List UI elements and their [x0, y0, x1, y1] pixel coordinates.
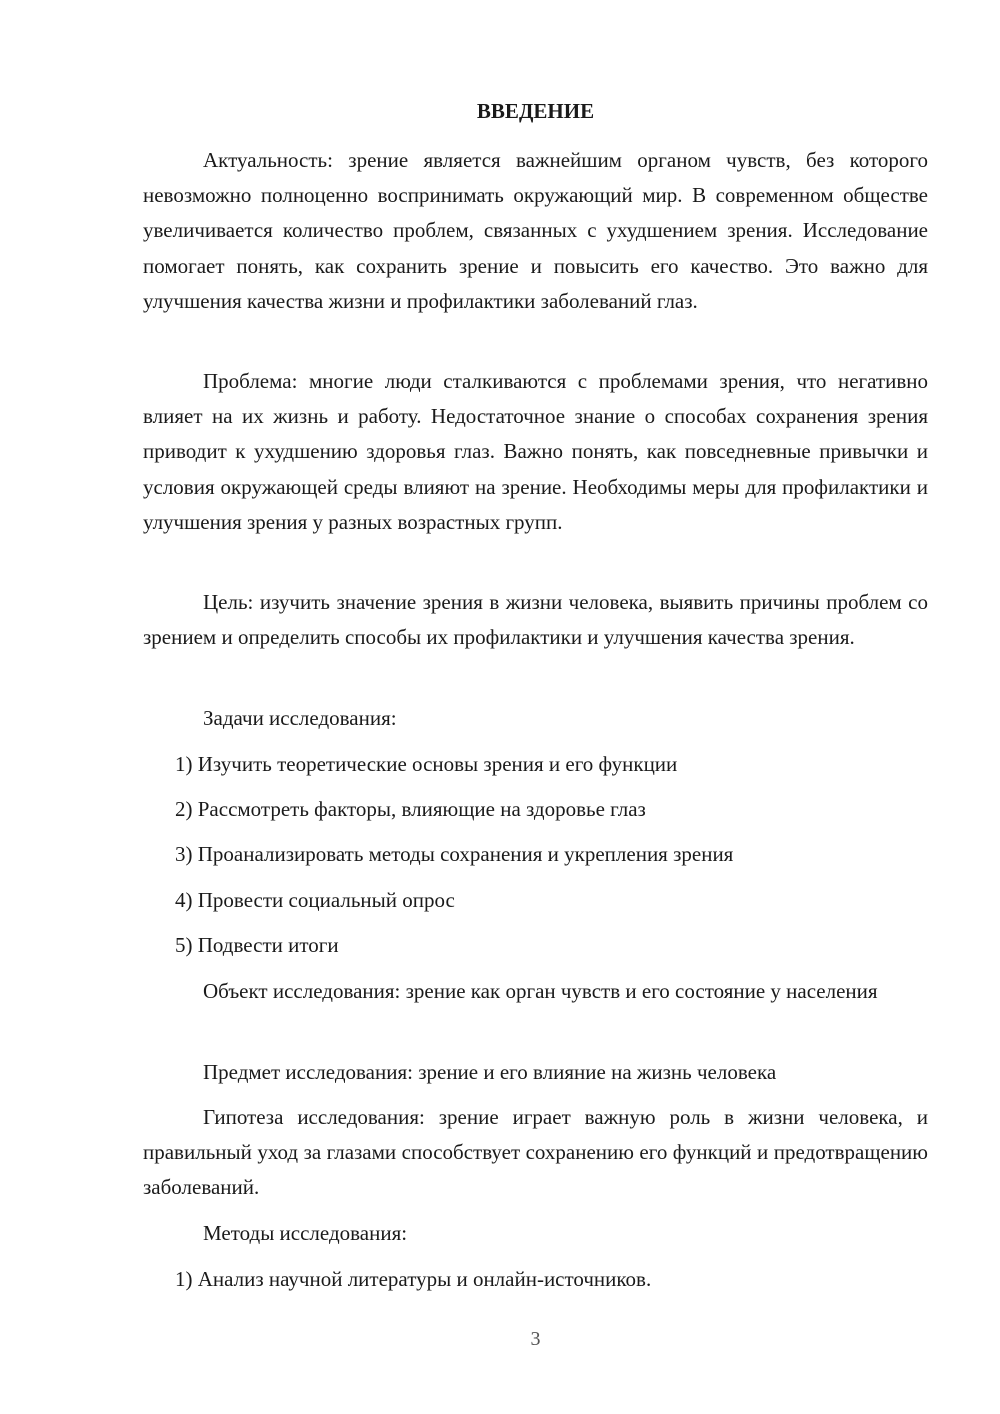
paragraph-object: Объект исследования: зрение как орган чувств и его состояние у населения	[203, 979, 878, 1003]
task-item-4: 4) Провести социальный опрос	[175, 888, 455, 912]
task-item-1: 1) Изучить теоретические основы зрения и его функции	[175, 752, 678, 776]
paragraph-subject: Предмет исследования: зрение и его влияние на жизнь человека	[203, 1060, 777, 1084]
methods-title: Методы исследования:	[203, 1221, 408, 1245]
tasks-title: Задачи исследования:	[203, 706, 397, 730]
document-page	[143, 0, 928, 1414]
page-number: 3	[530, 1328, 541, 1350]
task-item-3: 3) Проанализировать методы сохранения и укрепления зрения	[175, 842, 734, 866]
paragraph-relevance: Актуальность: зрение является важнейшим органом чувств, без которого невозможно полноценно воспринимать окружающий мир. В современном обществе увеличивается количество проблем, связанных с ухудшением зрения. Исследование помогает понять, как сохранить зрение и повысить его качество. Это важно для улучшения качества жизни и профилактики заболеваний глаз.	[143, 148, 928, 313]
paragraph-hypothesis: Гипотеза исследования: зрение играет важную роль в жизни человека, и правильный уход за глазами способствует сохранению его функций и предотвращению заболеваний.	[143, 1105, 928, 1200]
paragraph-goal: Цель: изучить значение зрения в жизни человека, выявить причины проблем со зрением и определить способы их профилактики и улучшения качества зрения.	[143, 590, 928, 650]
method-item-1: 1) Анализ научной литературы и онлайн-источников.	[175, 1267, 652, 1291]
task-item-5: 5) Подвести итоги	[175, 933, 339, 957]
section-heading: ВВЕДЕНИЕ	[476, 99, 595, 123]
paragraph-problem: Проблема: многие люди сталкиваются с проблемами зрения, что негативно влияет на их жизнь и работу. Недостаточное знание о способах сохранения зрения приводит к ухудшению здоровья глаз. Важно понять, как повседневные привычки и условия окружающей среды влияют на зрение. Необходимы меры для профилактики и улучшения зрения у разных возрастных групп.	[143, 369, 928, 534]
task-item-2: 2) Рассмотреть факторы, влияющие на здоровье глаз	[175, 797, 646, 821]
